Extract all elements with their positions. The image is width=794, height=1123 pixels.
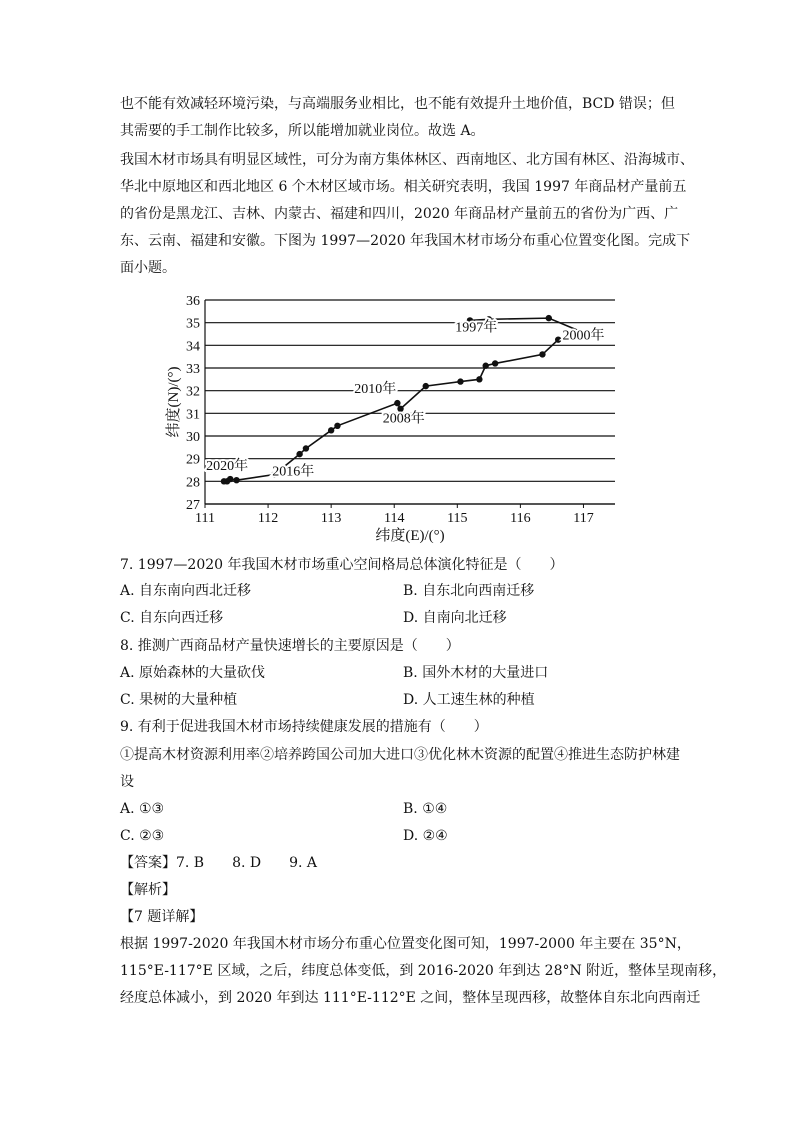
question-options-text: ①提高木材资源利用率②培养跨国公司加大进口③优化林木资源的配置④推进生态防护林建: [120, 747, 680, 763]
option-b: B. 国外木材的大量进口: [403, 665, 549, 681]
data-point: [546, 315, 552, 321]
data-point: [328, 427, 334, 433]
x-tick-label: 112: [257, 511, 279, 526]
data-point: [457, 378, 463, 384]
data-point: [482, 363, 488, 369]
year-annotation: 2020年: [206, 459, 249, 474]
x-tick-label: 114: [383, 511, 405, 526]
x-tick-label: 116: [510, 511, 531, 526]
detail-line: 115°E-117°E 区域，之后，纬度总体变低，到 2016-2020 年到达 28°N 附近，整体呈现南移，: [120, 963, 727, 979]
intro-line: 东、云南、福建和安徽。下图为 1997—2020 年我国木材市场分布重心位置变化图。完成下: [120, 233, 691, 249]
detail-line: 经度总体减小，到 2020 年到达 111°E-112°E 之间，整体呈现西移，故整体自东北向西南迁: [120, 990, 701, 1006]
option-d: D. 自南向北迁移: [403, 610, 507, 626]
option-c: C. 自东向西迁移: [120, 610, 224, 626]
data-point: [233, 477, 239, 483]
analysis-heading: 【解析】: [120, 882, 176, 898]
y-tick-label: 34: [186, 339, 200, 355]
x-tick-label: 113: [320, 511, 342, 526]
y-tick-label: 35: [186, 316, 200, 332]
data-point: [476, 376, 482, 382]
y-tick-label: 33: [186, 362, 200, 377]
data-point: [296, 451, 302, 457]
option-c: C. ②③: [120, 828, 165, 844]
option-b: B. 自东北向西南迁移: [403, 583, 535, 599]
y-tick-label: 36: [186, 294, 200, 309]
intro-line: 的省份是黑龙江、吉林、内蒙古、福建和四川，2020 年商品材产量前五的省份为广西、广: [120, 206, 679, 222]
y-tick-label: 27: [186, 498, 200, 513]
intro-line: 华北中原地区和西北地区 6 个木材区域市场。相关研究表明，我国 1997 年商品材产量前五: [120, 179, 687, 195]
x-tick-label: 115: [447, 511, 468, 526]
data-point: [492, 360, 498, 366]
question-stem: 8. 推测广西商品材产量快速增长的主要原因是（ ）: [120, 638, 460, 654]
year-annotation: 2000年: [562, 328, 605, 344]
x-tick-label: 117: [573, 511, 594, 526]
intro-line: 面小题。: [120, 260, 176, 276]
y-tick-label: 31: [186, 407, 200, 423]
center-of-gravity-chart: [160, 290, 640, 544]
intro-line: 我国木材市场具有明显区域性，可分为南方集体林区、西南地区、北方国有林区、沿海城市、: [120, 152, 694, 168]
year-annotation: 2010年: [354, 381, 397, 397]
data-point: [555, 336, 561, 342]
detail-line: 根据 1997-2020 年我国木材市场分布重心位置变化图可知，1997-2000 年主要在 35°N，: [120, 936, 691, 952]
question-stem: 9. 有利于促进我国木材市场持续健康发展的措施有（ ）: [120, 719, 488, 735]
question-options-text: 设: [120, 774, 134, 790]
option-a: A. ①③: [120, 801, 165, 817]
year-annotation: 1997年: [455, 320, 498, 336]
data-point: [221, 478, 227, 484]
data-point: [394, 400, 400, 406]
q7-detail-heading: 【7 题详解】: [120, 909, 204, 925]
option-c: C. 果树的大量种植: [120, 692, 238, 708]
series-line: [224, 318, 587, 481]
intro-line: 其需要的手工制作比较多，所以能增加就业岗位。故选 A。: [120, 123, 485, 139]
y-tick-label: 30: [186, 430, 200, 445]
x-axis-label: 纬度(E)/(°): [375, 528, 445, 544]
y-axis-label: 纬度(N)/(°): [166, 366, 182, 438]
data-point: [539, 351, 545, 357]
y-tick-label: 32: [186, 384, 200, 400]
option-a: A. 原始森林的大量砍伐: [120, 665, 266, 681]
option-b: B. ①④: [403, 801, 448, 817]
data-point: [423, 383, 429, 389]
question-stem: 7. 1997—2020 年我国木材市场重心空间格局总体演化特征是（ ）: [120, 557, 564, 573]
y-tick-label: 28: [186, 475, 200, 491]
answer-line: 【答案】7. B 8. D 9. A: [120, 855, 318, 871]
x-tick-label: 111: [195, 511, 215, 526]
intro-line: 也不能有效减轻环境污染，与高端服务业相比，也不能有效提升土地价值，BCD 错误；但: [120, 96, 675, 112]
year-annotation: 2008年: [382, 411, 425, 427]
data-point: [334, 423, 340, 429]
y-tick-label: 29: [186, 452, 200, 468]
option-a: A. 自东南向西北迁移: [120, 583, 252, 599]
option-d: D. 人工速生林的种植: [403, 692, 535, 708]
data-point: [303, 445, 309, 451]
year-annotation: 2016年: [272, 464, 315, 480]
option-d: D. ②④: [403, 828, 448, 844]
